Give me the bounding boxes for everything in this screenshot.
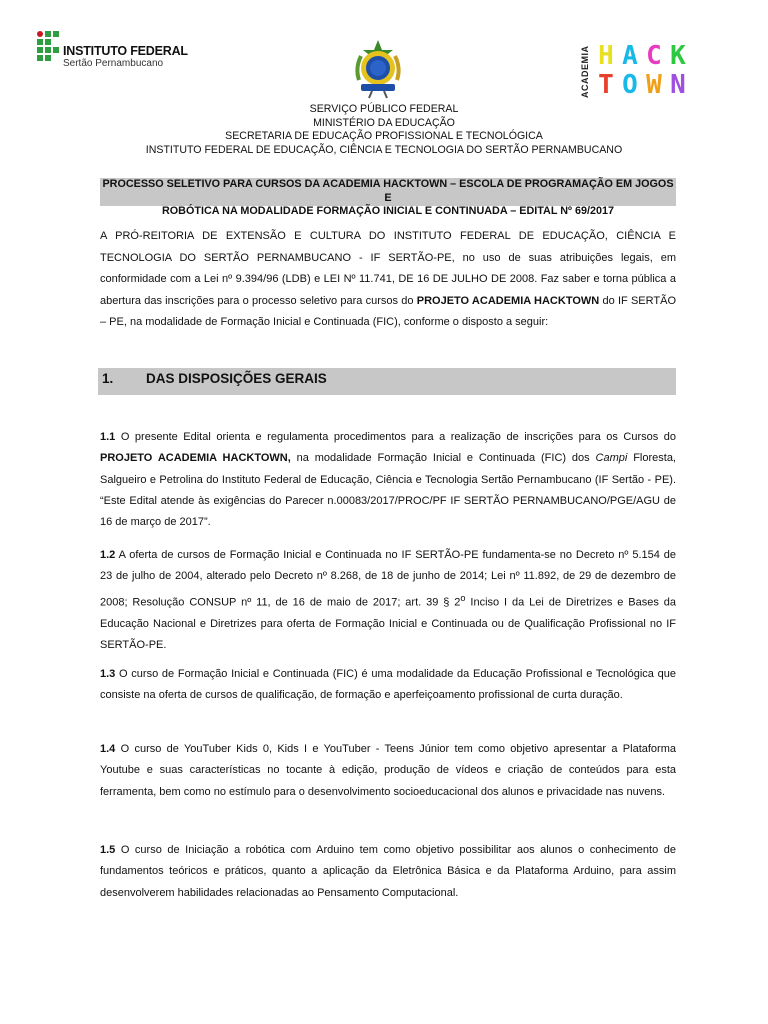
intro-text: do IF SERTÃO – PE, na modalidade de Formação Inicial e Continuada (FIC), conforme o disposto a seguir: xyxy=(100,294,676,328)
clause-1-5 xyxy=(100,840,676,904)
hack-side-label: ACADEMIA xyxy=(580,45,590,98)
hack-letter: K xyxy=(670,41,686,71)
clause-text: O presente Edital orienta e regulamenta procedimentos para a realização de inscrições para os Cursos do xyxy=(115,431,676,443)
intro-text: A PRÓ-REITORIA DE EXTENSÃO E CULTURA DO INSTITUTO FEDERAL DE EDUCAÇÃO, CIÊNCIA E TECNOLOGIA DO SERTÃO PERNAMBUCANO - IF SERTÃO-PE, no uso de suas atribuições legais, em conformidade com a Lei nº 9.394/96 (LDB) e LEI Nº 11.741, DE 16 DE JULHO DE 2008. Faz saber e torna pública a abertura das inscrições para o processo seletivo para cursos do xyxy=(100,230,676,307)
hacktown-letters xyxy=(594,43,692,100)
clause-italic: Campi xyxy=(595,452,628,465)
intro-bold: PROJETO ACADEMIA HACKTOWN xyxy=(416,294,600,307)
hack-letter: C xyxy=(646,41,662,71)
clause-text: A oferta de cursos de Formação Inicial e Continuada no IF SERTÃO-PE fundamenta-se no Decreto nº 5.154 de 23 de julho de 2004, alterado pelo Decreto nº 8.268, de 18 de junho de 2014; Lei nº 11.892, de 29 de dezembro de 2008; Resolução CONSUP nº 11, de 16 de maio de 2017; art. 39 § 2 xyxy=(100,549,676,609)
clause-number: 1.2 xyxy=(100,549,116,561)
clause-text: O curso de Formação Inicial e Continuada (FIC) é uma modalidade da Educação Profissional e Tecnológica que consiste na oferta de cursos de qualificação, de formação e aperfeiçoamento profissional de curta duração. xyxy=(100,668,676,702)
clause-number: 1.3 xyxy=(100,668,116,680)
clause-1-4 xyxy=(100,739,676,803)
clause-bold: PROJETO ACADEMIA HACKTOWN, xyxy=(100,452,291,465)
clause-number: 1.4 xyxy=(100,743,116,755)
instituto-federal-logo xyxy=(37,31,187,71)
hack-letter: H xyxy=(598,41,614,71)
section-title: DAS DISPOSIÇÕES GERAIS xyxy=(146,371,327,386)
header-line: MINISTÉRIO DA EDUCAÇÃO xyxy=(313,116,455,129)
if-name: INSTITUTO FEDERAL xyxy=(63,44,188,58)
clause-superscript: o xyxy=(460,592,466,603)
header-line: SECRETARIA DE EDUCAÇÃO PROFISSIONAL E TECNOLÓGICA xyxy=(225,130,543,142)
clause-number: 1.5 xyxy=(100,844,116,856)
if-campus: Sertão Pernambucano xyxy=(63,58,164,69)
clause-text: O curso de YouTuber Kids 0, Kids I e YouTuber - Teens Júnior tem como objetivo apresentar a Plataforma Youtube e suas características no tocante à edição, produção de vídeos e criação de conteúdos para esta ferramenta, bem como no estímulo para o desenvolvimento socioeducacional dos alunos e privacidade nas nuvens. xyxy=(100,743,676,798)
intro-paragraph xyxy=(100,226,676,334)
clause-number: 1.1 xyxy=(100,431,116,443)
brazil-coat-of-arms-icon xyxy=(347,38,409,100)
clause-text: Inciso I da Lei de Diretrizes e Bases da Educação Nacional e Diretrizes para oferta de Formação Inicial e Continuada ou de Qualificação Profissional no IF SERTÃO-PE. xyxy=(100,596,677,651)
section-heading xyxy=(98,368,676,395)
title-line: ROBÓTICA NA MODALIDADE FORMAÇÃO INICIAL E CONTINUADA – EDITAL Nº 69/2017 xyxy=(161,205,615,217)
header-line: SERVIÇO PÚBLICO FEDERAL xyxy=(309,103,459,115)
hack-letter: O xyxy=(622,70,638,100)
clause-text: Floresta, Salgueiro e Petrolina do Instituto Federal de Educação, Ciência e Tecnologia Sertão Pernambucano (IF Sertão - PE). “Este Edital atende às exigências do Parecer n.00083/2017/PROC/PF IF SERTÃO PERNAMBUCANO/PGE/AGU de 16 de março de 2017”. xyxy=(100,452,676,529)
header-line: INSTITUTO FEDERAL DE EDUCAÇÃO, CIÊNCIA E TECNOLOGIA DO SERTÃO PERNAMBUCANO xyxy=(145,143,623,156)
clause-1-3 xyxy=(100,664,676,707)
clause-1-1 xyxy=(100,427,676,533)
clause-text: na modalidade Formação Inicial e Continuada (FIC) dos xyxy=(290,452,596,465)
hack-letter: W xyxy=(646,70,662,100)
hack-letter: A xyxy=(622,41,638,71)
hack-letter: T xyxy=(598,70,614,100)
clause-1-2 xyxy=(100,545,676,656)
section-number: 1. xyxy=(102,371,114,386)
clause-text: O curso de Iniciação a robótica com Arduino tem como objetivo possibilitar aos alunos o conhecimento de fundamentos teóricos e práticos, quanto a aplicação da Eletrônica Básica e da Plataforma Arduino, para assim desenvolverem habilidades relacionadas ao Pensamento Computacional. xyxy=(100,844,676,899)
if-grid-icon xyxy=(37,31,59,67)
edital-title xyxy=(100,178,676,217)
document-header xyxy=(0,103,768,157)
title-line: PROCESSO SELETIVO PARA CURSOS DA ACADEMIA HACKTOWN – ESCOLA DE PROGRAMAÇÃO EM JOGOS E xyxy=(102,178,674,204)
hack-letter: N xyxy=(670,70,686,100)
academia-hacktown-logo xyxy=(580,43,692,100)
